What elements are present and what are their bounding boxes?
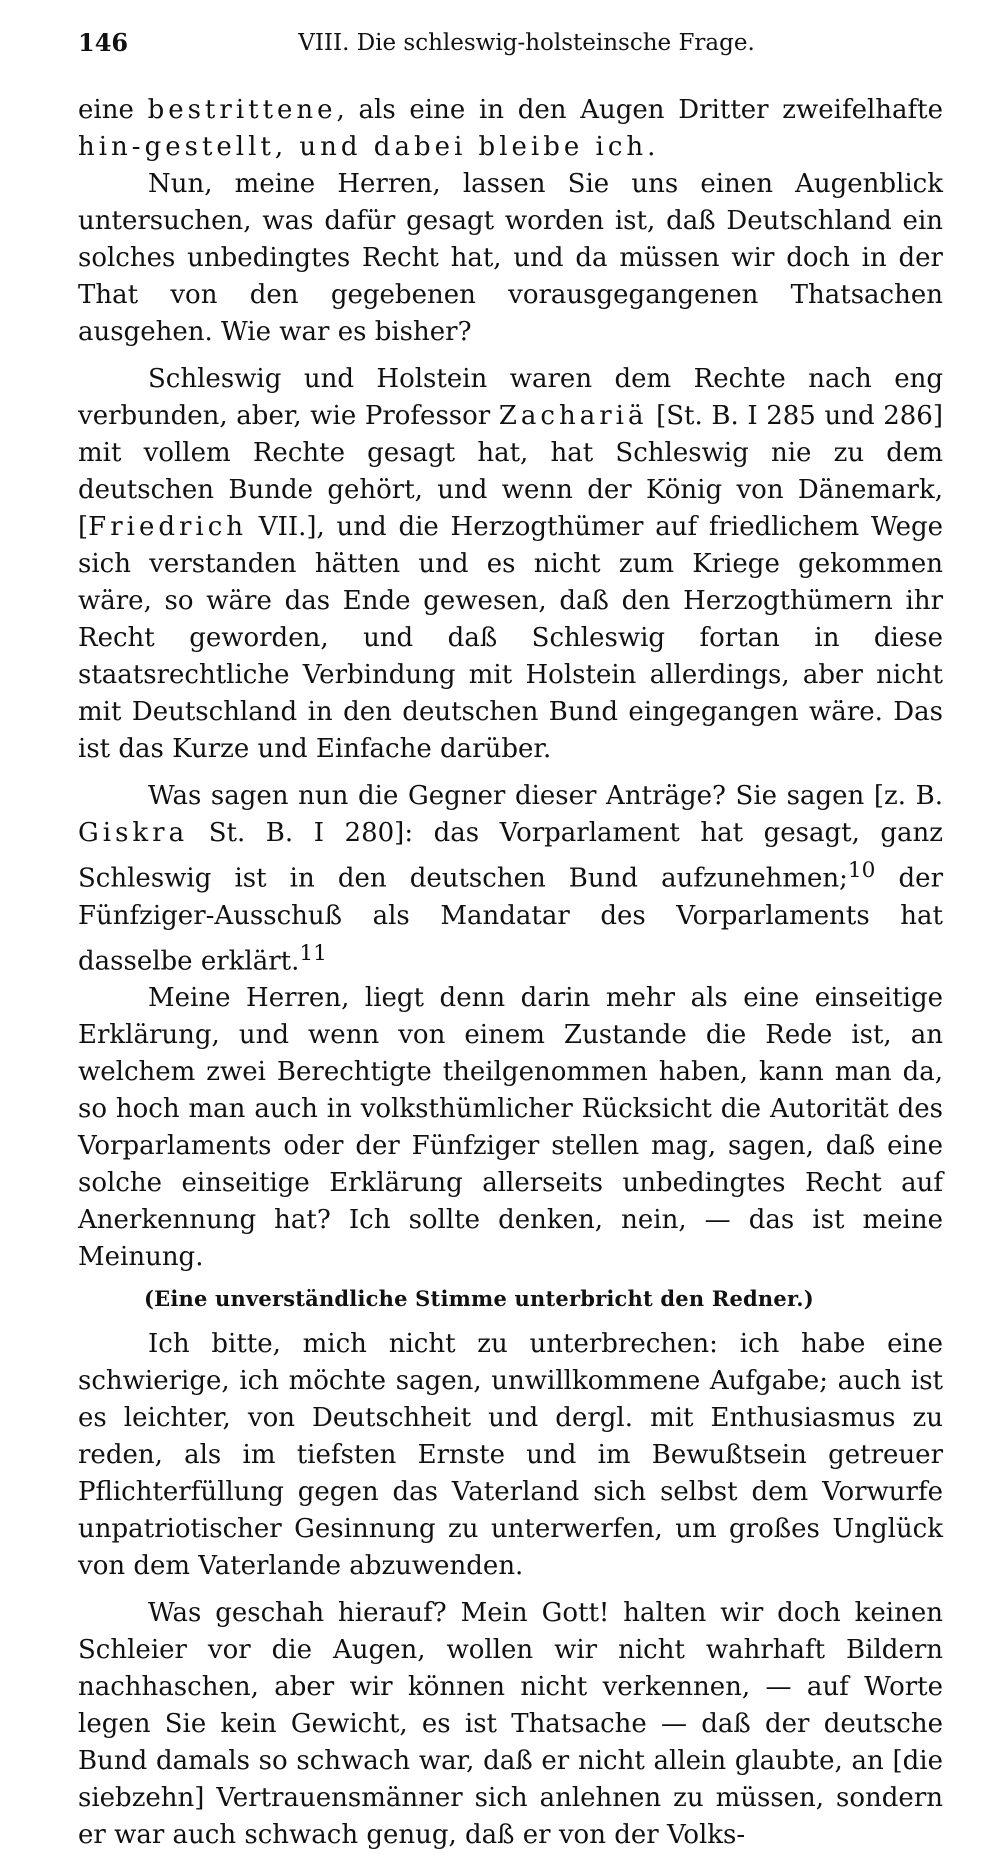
text-run: St. B. I 280]: das Vorparlament hat gesagt, ganz Schleswig ist in den deutschen Bund aufzunehmen; (78, 818, 943, 894)
spaced-text: hin-gestellt, und dabei bleibe ich (78, 132, 648, 162)
text-run: Was sagen nun die Gegner dieser Anträge? Sie sagen [z. B. (148, 781, 943, 811)
text-run: der Fünfziger-Ausschuß als Mandatar des Vorparlaments hat dasselbe erklärt. (78, 863, 943, 977)
footnote-marker: 10 (847, 858, 876, 883)
text-run: Schleswig und Holstein waren dem Rechte nach eng verbunden, aber, wie Professor (78, 364, 943, 431)
text-run: VII.], und die Herzogthümer auf friedlichem Wege sich verstanden hätten und es nicht zum Kriege gekommen wäre, so wäre das Ende gewesen, daß den Herzogthümern ihr Recht geworden, und daß Schleswig fortan in diese staatsrechtliche Verbindung mit Holstein allerdings, aber nicht mit Deutschland in den deutschen Bund eingegangen wäre. Das ist das Kurze und Einfache darüber. (78, 512, 943, 764)
running-title: VIII. Die schleswig-holsteinsche Frage. (298, 30, 755, 56)
paragraph-1 (78, 92, 943, 166)
page-number: 146 (78, 28, 129, 57)
text-run: eine (78, 95, 148, 125)
paragraph-3 (78, 361, 943, 768)
footnote-marker: 11 (299, 940, 327, 966)
paragraph-6: Ich bitte, mich nicht zu unterbrechen: ich habe eine schwierige, ich möchte sagen, unwillkommene Aufgabe; auch ist es leichter, von Deutschheit und dergl. mit Enthusiasmus zu reden, als im tiefsten Ernste und im Bewußtsein getreuer Pflichterfüllung gegen das Vaterland sich selbst dem Vorwurfe unpatriotischer Gesinnung zu unterwerfen, um großes Unglück von dem Vaterlande abzuwenden. (78, 1329, 943, 1582)
page-body (78, 92, 943, 1854)
page-header (78, 26, 945, 60)
paragraph-2: Nun, meine Herren, lassen Sie uns einen Augenblick untersuchen, was dafür gesagt worden ist, daß Deutschland ein solches unbedingtes Recht hat, und da müssen wir doch in der That von den gegebenen vorausgegangenen Thatsachen ausgehen. Wie war es bisher? (78, 169, 943, 347)
paragraph-5: Meine Herren, liegt denn darin mehr als eine einseitige Erklärung, und wenn von einem Zustande die Rede ist, an welchem zwei Berechtigte theilgenommen haben, kann man da, so hoch man auch in volksthümlicher Rücksicht die Autorität des Vorparlaments oder der Fünfziger stellen mag, sagen, daß eine solche einseitige Erklärung allerseits unbedingtes Recht auf Anerkennung hat? Ich sollte denken, nein, — das ist meine Meinung. (78, 983, 943, 1273)
spaced-text: Giskra (78, 818, 189, 848)
spaced-text: Friedrich (88, 512, 248, 542)
text-run: , als eine in den Augen Dritter zweifelhafte (336, 95, 943, 125)
paragraph-7: Was geschah hierauf? Mein Gott! halten wir doch keinen Schleier vor die Augen, wollen wir nicht wahrhaft Bildern nachhaschen, aber wir können nicht verkennen, — auf Worte legen Sie kein Gewicht, es ist Thatsache — daß der deutsche Bund damals so schwach war, daß er nicht allein glaubte, an [die siebzehn] Vertrauensmänner sich anlehnen zu müssen, sondern er war auch schwach genug, daß er von der Volks- (78, 1598, 943, 1851)
stage-direction: (Eine unverständliche Stimme unterbricht den Redner.) (144, 1286, 814, 1312)
spaced-text: bestrittene (147, 95, 337, 125)
paragraph-4 (78, 778, 943, 980)
text-run: . (647, 132, 656, 162)
spaced-text: Zachariä (498, 401, 648, 431)
text-run: [St. B. I 285 und 286] mit vollem Rechte gesagt hat, hat Schleswig nie zu dem deutschen Bunde gehört, und wenn der König von Dänemark, [ (78, 401, 943, 542)
